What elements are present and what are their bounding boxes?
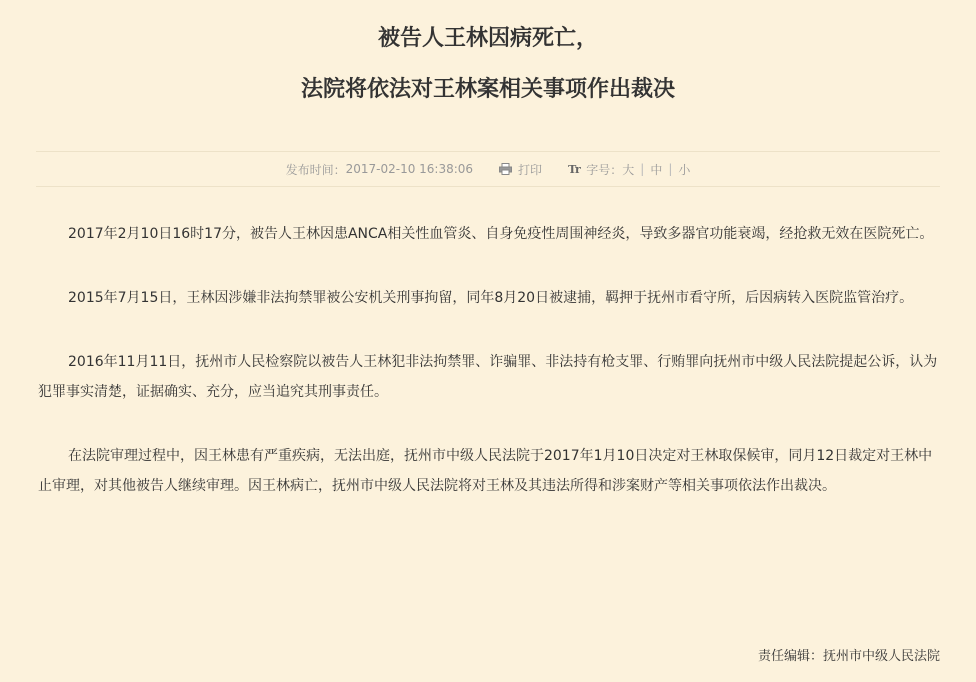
font-size-medium-button[interactable]: 中 <box>650 162 663 177</box>
article-paragraph-4: 在法院审理过程中，因王林患有严重疾病，无法出庭，抚州市中级人民法院于2017年1月10日决定对王林取保候审，同月12日裁定对王林中止审理，对其他被告人继续审理。因王林病亡，抚州市中级人民法院将对王林及其违法所得和涉案财产等相关事项依法作出裁决。 <box>38 448 933 494</box>
article-paragraph-1: 2017年2月10日16时17分，被告人王林因患ANCA相关性血管炎、自身免疫性周围神经炎，导致多器官功能衰竭，经抢救无效在医院死亡。 <box>68 226 934 242</box>
printer-icon <box>499 163 512 175</box>
publish-time-label: 发布时间： <box>285 162 346 177</box>
article-body <box>38 219 940 501</box>
font-size-large-button[interactable]: 大 <box>622 162 635 177</box>
print-label: 打印 <box>518 162 543 177</box>
publish-time <box>286 161 473 178</box>
article-title-line-1: 被告人王林因病死亡， <box>377 26 598 51</box>
font-size-label: 字号： <box>586 162 623 177</box>
article-paragraph-2: 2015年7月15日，王林因涉嫌非法拘禁罪被公安机关刑事拘留，同年8月20日被逮捕，羁押于抚州市看守所，后因病转入医院监管治疗。 <box>68 290 914 306</box>
font-size-small-button[interactable]: 小 <box>678 162 691 177</box>
font-size-control <box>568 161 690 178</box>
print-button[interactable] <box>499 161 542 178</box>
font-size-icon: Tr <box>568 162 581 176</box>
font-size-separator: | <box>668 162 673 176</box>
article-meta-bar <box>36 151 940 187</box>
article-header <box>0 28 976 101</box>
publish-time-value: 2017-02-10 16:38:06 <box>345 162 474 176</box>
article-paragraph-3: 2016年11月11日，抚州市人民检察院以被告人王林犯非法拘禁罪、诈骗罪、非法持有枪支罪、行贿罪向抚州市中级人民法院提起公诉，认为犯罪事实清楚，证据确实、充分，应当追究其刑事责任。 <box>38 354 938 400</box>
font-size-separator: | <box>640 162 645 176</box>
responsible-editor: 责任编辑：抚州市中级人民法院 <box>757 649 940 664</box>
article-title-line-2: 法院将依法对王林案相关事项作出裁决 <box>300 77 675 102</box>
